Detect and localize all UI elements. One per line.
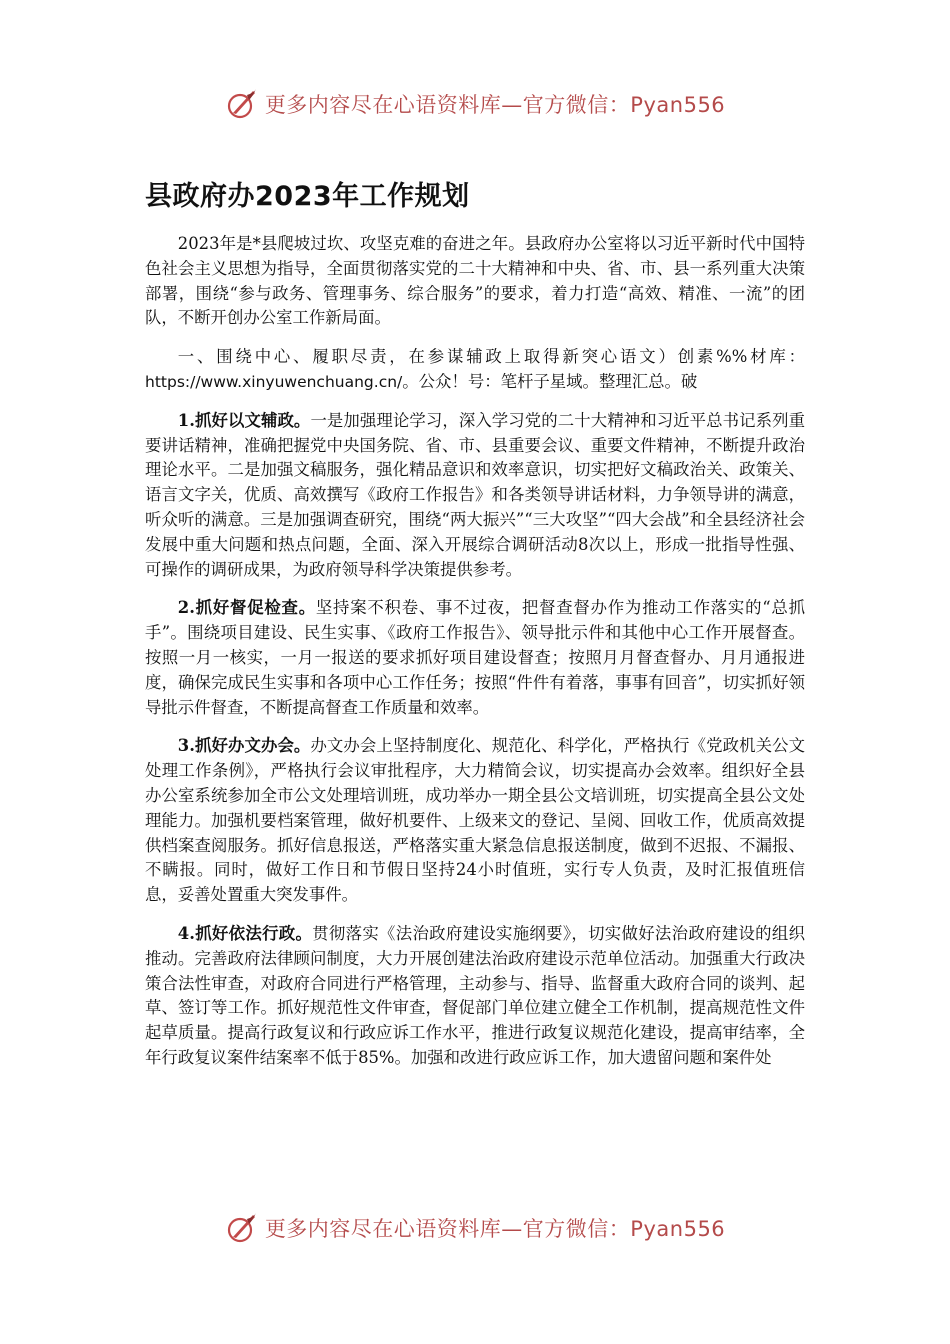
intro-paragraph: 2023年是*县爬坡过坎、攻坚克难的奋进之年。县政府办公室将以习近平新时代中国特色社会主义思想为指导，全面贯彻落实党的二十大精神和中央、省、市、县一系列重大决策部署，围绕“参与政务、管理事务、综合服务”的要求，着力打造“高效、精准、一流”的团队，不断开创办公室工作新局面。 xyxy=(145,234,805,328)
item-body: 坚持案不积卷、事不过夜，把督查督办作为推动工作落实的“总抓手”。围绕项目建设、民生实事、《政府工作报告》、领导批示件和其他中心工作开展督查。按照一月一核实，一月一报送的要求抓好项目建设督查；按照月月督查督办、月月通报进度，确保完成民生实事和各项中心工作任务；按照“件件有着落，事事有回音”，切实抓好领导批示件督查，不断提高督查工作质量和效率。 xyxy=(145,598,805,717)
section-heading-text: 一、围绕中心、履职尽责，在参谋辅政上取得新突心语文）创素%%材库： xyxy=(177,347,805,367)
section-heading-tail: 。公众！号：笔杆子星域。整理汇总。破 xyxy=(402,371,698,391)
header-watermark-banner xyxy=(0,82,950,126)
item-heading: 3.抓好办文办会。 xyxy=(177,736,311,756)
item-body: 一是加强理论学习，深入学习党的二十大精神和习近平总书记系列重要讲话精神，准确把握党中央国务院、省、市、县重要会议、重要文件精神，不断提升政治理论水平。二是加强文稿服务，强化精品意识和效率意识，切实把好文稿政治关、政策关、语言文字关，优质、高效撰写《政府工作报告》和各类领导讲话材料，力争领导讲的满意，听众听的满意。三是加强调查研究，围绕“两大振兴”“三大攻坚”“四大会战”和全县经济社会发展中重大问题和热点问题，全面、深入开展综合调研活动8次以上，形成一批指导性强、可操作的调研成果，为政府领导科学决策提供参考。 xyxy=(145,410,805,579)
item-paragraph-2 xyxy=(145,596,805,720)
item-paragraph-3 xyxy=(145,734,805,908)
watermark-text: 更多内容尽在心语资料库—官方微信：Pyan556 xyxy=(264,93,726,117)
quill-logo-icon xyxy=(225,1211,259,1245)
item-body: 贯彻落实《法治政府建设实施纲要》，切实做好法治政府建设的组织推动。完善政府法律顾问制度，大力开展创建法治政府建设示范单位活动。加强重大行政决策合法性审查，对政府合同进行严格管理，主动参与、指导、监督重大政府合同的谈判、起草、签订等工作。抓好规范性文件审查，督促部门单位建立健全工作机制，提高规范性文件起草质量。提高行政复议和行政应诉工作水平，推进行政复议规范化建设，提高审结率，全年行政复议案件结案率不低于85%。加强和改进行政应诉工作，加大遗留问题和案件处 xyxy=(145,923,805,1067)
item-heading: 4.抓好依法行政。 xyxy=(177,923,313,943)
item-body: 办文办会上坚持制度化、规范化、科学化，严格执行《党政机关公文处理工作条例》，严格执行会议审批程序，大力精简会议，切实提高办会效率。组织好全县办公室系统参加全市公文处理培训班，成功举办一期全县公文培训班，切实提高全县公文处理能力。加强机要档案管理，做好机要件、上级来文的登记、呈阅、回收工作，优质高效提供档案查阅服务。抓好信息报送，严格落实重大紧急信息报送制度，做到不迟报、不漏报、不瞒报。同时，做好工作日和节假日坚持24小时值班，实行专人负责，及时汇报值班信息，妥善处置重大突发事件。 xyxy=(145,736,805,905)
footer-watermark-banner xyxy=(0,1206,950,1250)
watermark-text: 更多内容尽在心语资料库—官方微信：Pyan556 xyxy=(264,1217,726,1241)
item-paragraph-1 xyxy=(145,409,805,583)
quill-logo-icon xyxy=(225,87,259,121)
item-paragraph-4 xyxy=(145,922,805,1071)
source-url: https://www.xinyuwenchuang.cn/ xyxy=(145,372,403,391)
item-heading: 1.抓好以文辅政。 xyxy=(177,410,311,430)
item-heading: 2.抓好督促检查。 xyxy=(177,598,316,618)
document-title: 县政府办2023年工作规划 xyxy=(145,181,470,212)
section-heading-paragraph xyxy=(145,345,805,395)
document-body xyxy=(145,232,805,1085)
